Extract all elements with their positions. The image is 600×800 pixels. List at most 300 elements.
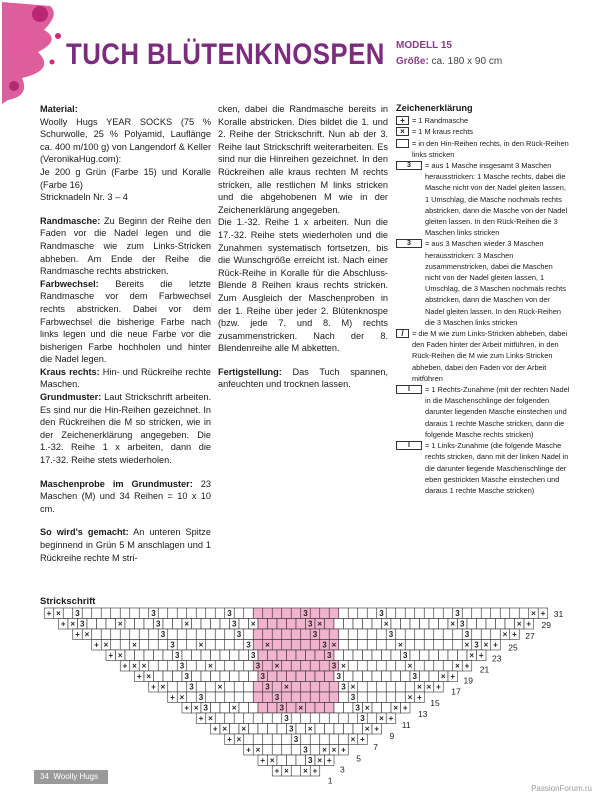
chart-symbol: + [274, 766, 280, 776]
chart-symbol: × [450, 619, 456, 629]
chart-symbol: 3 [236, 630, 242, 640]
chart-cell [101, 629, 111, 640]
chart-symbol: × [284, 766, 289, 776]
chart-cell [467, 619, 477, 630]
legend-item: = in den Hin-Reihen rechts, in den Rück-Reihen links stricken [396, 138, 570, 160]
col2-paragraph-2: Die 1.-32. Reihe 1 x arbeiten. Nun die 17.-32. Reihe stets wiederholen und die Zunahmen systematisch fortsetzen, bis die Wunschgröße erreicht ist. Nach einer Rück-Reihe in Koralle für die Abschluss-Blende 8 Reihen kraus rechts stricken. Zum Ausgleich der Maschenproben in der 1. Reihe über jeder 2. Blütenknospe (bzw. jede 7. und 8. M) rechts zusammenstricken. Nach der 8. Blendenreihe alle M abketten. [218, 217, 388, 354]
chart-symbol: × [393, 703, 399, 713]
chart-cell [358, 682, 368, 693]
chart-cell [334, 703, 344, 714]
chart-cell [310, 734, 320, 745]
row-number-label: 17 [451, 686, 461, 697]
chart-symbol: + [108, 651, 114, 661]
chart-cell [420, 671, 430, 682]
chart-cell [329, 734, 339, 745]
chart-cell [301, 661, 311, 672]
chart-symbol: + [402, 703, 408, 713]
chart-cell [377, 692, 387, 703]
legend-item: Ɩ = 1 Rechts-Zunahme (mit der rechten Nadel in die Maschenschlinge der folgenden darunter liegenden Masche einstechen und daraus 1 rechte Masche stricken, dann die folgende Masche rechts stricken) [396, 384, 570, 440]
chart-cell [111, 640, 121, 651]
row-number-label: 7 [373, 742, 378, 753]
chart-cell [239, 619, 249, 630]
chart-cell [481, 629, 491, 640]
chart-cell [282, 734, 292, 745]
chart-cell [291, 661, 301, 672]
legend-column [396, 103, 570, 496]
chart-symbol: × [322, 745, 327, 755]
legend-item: 3 = aus 1 Masche insgesamt 3 Maschen herausstricken: 1 Masche rechts, dabei die Masche nicht von der Nadel gleiten lassen, 1 Umschlag, die Masche nochmals rechts abstricken, dann die Masche von der Nadel gleiten lassen. In den Rück-Reihen die 3 Maschen links stricken [396, 160, 570, 238]
chart-cell [187, 640, 197, 651]
chart-cell [344, 650, 354, 661]
chart-cell [410, 650, 420, 661]
chart-cell [263, 713, 273, 724]
needles-text: Stricknadeln Nr. 3 – 4 [40, 192, 128, 203]
chart-cell [443, 629, 453, 640]
chart-cell [234, 713, 244, 724]
chart-cell [405, 608, 415, 619]
chart-cell [429, 619, 439, 630]
chart-symbol: + [388, 714, 394, 724]
chart-symbol: 3 [341, 682, 346, 692]
chart-cell [477, 619, 487, 630]
chart-cell [424, 608, 434, 619]
chart-cell [149, 661, 159, 672]
chart-symbol: 3 [203, 703, 208, 713]
chart-symbol: × [117, 651, 123, 661]
chart-cell [244, 692, 254, 703]
chart-symbol: 3 [80, 619, 85, 629]
material-label: Material: [40, 104, 78, 114]
chart-symbol: × [231, 703, 237, 713]
chart-symbol: 3 [160, 630, 166, 640]
chart-cell [372, 619, 382, 630]
chart-cell [358, 608, 368, 619]
chart-cell [339, 713, 349, 724]
chart-symbol: + [151, 682, 156, 692]
chart-cell [358, 661, 368, 672]
chart-cell [500, 608, 510, 619]
chart-cell [139, 640, 149, 651]
chart-cell [301, 734, 311, 745]
chart-cell [244, 608, 254, 619]
three-from-three-icon: 3 [396, 239, 422, 248]
chart-cell [519, 608, 529, 619]
chart-cell [306, 703, 316, 714]
model-number: MODELL 15 [396, 40, 452, 51]
chart-cell [472, 629, 482, 640]
chart-cell [244, 682, 254, 693]
chart-symbol: × [455, 661, 460, 671]
chart-symbol: × [303, 766, 308, 776]
chart-symbol: × [331, 640, 337, 650]
chart-cell [182, 650, 192, 661]
chart-symbol: 3 [460, 619, 465, 629]
chart-symbol: × [146, 672, 152, 682]
chart-cell [101, 608, 111, 619]
chart-cell [135, 650, 145, 661]
chart-symbol: 3 [75, 609, 80, 619]
chart-cell [263, 608, 273, 619]
chart-cell [263, 745, 273, 756]
chart-cell [348, 640, 358, 651]
chart-symbol: 3 [260, 672, 265, 682]
chart-cell [320, 713, 330, 724]
chart-symbol: × [198, 640, 204, 650]
chart-cell [386, 640, 396, 651]
chart-cell [310, 661, 320, 672]
chart-symbol: × [317, 756, 323, 766]
chart-cell [424, 629, 434, 640]
chart-symbol: 3 [350, 693, 356, 703]
chart-cell [334, 650, 344, 661]
row-number-label: 19 [463, 675, 473, 686]
chart-cell [130, 629, 140, 640]
farbwechsel-paragraph: Farbwechsel: Bereits die letzte Randmasche vor dem Farbwechsel rechts abstricken. Dabei vor dem Farbwechsel die bisherige Farbe nach links legen und die neue Farbe vor die bisherigen Farbe hochholen und hinter die Nadel legen. [40, 278, 211, 365]
chart-symbol: 3 [331, 661, 337, 671]
chart-cell [196, 629, 206, 640]
chart-symbol: + [478, 651, 484, 661]
chart-cell [149, 640, 159, 651]
chart-symbol: × [307, 724, 313, 734]
chart-symbol: × [464, 640, 470, 650]
chart-symbol: + [75, 630, 80, 640]
chart-cell [382, 703, 392, 714]
legend-heading: Zeichenerklärung [396, 103, 473, 113]
chart-symbol: × [483, 640, 489, 650]
chart-cell [282, 692, 292, 703]
chart-symbol: + [312, 766, 318, 776]
chart-cell [268, 671, 278, 682]
chart-cell [348, 661, 358, 672]
chart-cell [315, 671, 325, 682]
chart-cell [358, 692, 368, 703]
chart-cell [291, 640, 301, 651]
chart-cell [144, 619, 154, 630]
chart-cell [239, 671, 249, 682]
chart-cell [187, 608, 197, 619]
chart-cell [120, 640, 130, 651]
chart-cell [139, 608, 149, 619]
chart-cell [358, 629, 368, 640]
chart-cell [249, 703, 259, 714]
chart-cell [206, 629, 216, 640]
chart-symbol: × [341, 661, 346, 671]
chart-cell [268, 703, 278, 714]
chart-cell [434, 661, 444, 672]
chart-cell [120, 629, 130, 640]
chart-symbol: 3 [312, 630, 318, 640]
chart-cell [372, 650, 382, 661]
chart-cell [196, 608, 206, 619]
chart-cell [111, 608, 121, 619]
chart-cell [177, 608, 187, 619]
chart-symbol: + [464, 661, 470, 671]
col2-paragraph-1: cken, dabei die Randmasche bereits in Koralle abstricken. Dies bildet die 1. und 2. Reihe der Strickschrift. Nun ab der 3. Reihe laut Strickschrift weiterarbeiten. Es sind nur die Hinreihen gezeichnet. In den Rückreihen alle kraus rechten M rechts stricken, alle restlichen M links stricken und die abgehobenen M wie in der Zeichenerklärung angegeben. [218, 104, 388, 215]
chart-cell [225, 713, 235, 724]
chart-cell [377, 682, 387, 693]
chart-cell [429, 650, 439, 661]
chart-cell [230, 650, 240, 661]
chart-cell [472, 608, 482, 619]
chart-cell [329, 682, 339, 693]
row-number-label: 5 [356, 753, 361, 764]
page-number: 34 [40, 772, 49, 781]
chart-symbol: × [531, 609, 536, 619]
chart-cell [268, 650, 278, 661]
chart-symbol: × [132, 661, 137, 671]
chart-cell [320, 608, 330, 619]
chart-cell [424, 661, 434, 672]
chart-cell [120, 608, 130, 619]
chart-symbol: 3 [198, 693, 204, 703]
chart-cell [386, 661, 396, 672]
chart-cell [277, 650, 287, 661]
chart-cell [320, 734, 330, 745]
chart-cell [505, 619, 515, 630]
chart-cell [272, 734, 282, 745]
chart-cell [196, 682, 206, 693]
chart-cell [339, 608, 349, 619]
chart-cell [396, 682, 406, 693]
chart-cell [348, 713, 358, 724]
chart-cell [372, 671, 382, 682]
chart-cell [353, 650, 363, 661]
chart-cell [344, 703, 354, 714]
chart-cell [287, 703, 297, 714]
row-number-label: 31 [553, 609, 564, 619]
chart-cell [424, 640, 434, 651]
chart-cell [310, 713, 320, 724]
chart-symbol: 3 [279, 703, 284, 713]
chart-symbol: × [184, 619, 190, 629]
chart-cell [486, 619, 496, 630]
chart-cell [420, 650, 430, 661]
chart-cell [234, 692, 244, 703]
chart-cell [253, 682, 263, 693]
chart-cell [339, 734, 349, 745]
chart-symbol: 3 [189, 682, 194, 692]
chart-cell [296, 619, 306, 630]
chart-cell [163, 650, 173, 661]
chart-cell [382, 671, 392, 682]
chart-symbol: 3 [412, 672, 417, 682]
chart-symbol: + [526, 619, 532, 629]
chart-cell [215, 629, 225, 640]
row-number-label: 1 [327, 775, 333, 786]
chart-cell [310, 745, 320, 756]
chart-cell [177, 682, 187, 693]
chart-cell [63, 608, 73, 619]
three-from-one-icon: 3 [396, 161, 422, 170]
chart-symbol: 3 [336, 672, 341, 682]
chart-symbol: + [450, 672, 456, 682]
instructions-column-2 [218, 103, 388, 391]
chart-cell [234, 661, 244, 672]
row-number-label: 3 [340, 764, 345, 775]
chart-symbol: × [56, 609, 61, 619]
chart-cell [405, 640, 415, 651]
chart-cell [201, 671, 211, 682]
chart-symbol: 3 [388, 630, 394, 640]
chart-cell [111, 629, 121, 640]
right-increase-icon: Ɩ [396, 385, 422, 394]
chart-cell [215, 692, 225, 703]
chart-symbol: + [341, 745, 346, 755]
chart-cell [458, 650, 468, 661]
chart-symbol: × [364, 724, 370, 734]
chart-symbol: + [436, 682, 441, 692]
chart-symbol: 3 [289, 724, 294, 734]
chart-symbol: × [217, 682, 223, 692]
chart-cell [329, 629, 339, 640]
legend-item: Ɩ = 1 Links-Zunahme (die folgende Masche rechts stricken, dann mit der linken Nadel in die darunter liegende Maschenschlinge der eben gestrickten Masche einstechen und daraus 1 rechte Masche stricken) [396, 440, 570, 496]
chart-symbol: × [241, 724, 247, 734]
chart-symbol: × [317, 619, 323, 629]
chart-cell [367, 629, 377, 640]
chart-cell [291, 766, 301, 777]
chart-cell [291, 608, 301, 619]
chart-cell [168, 661, 178, 672]
chart-cell [192, 619, 202, 630]
chart-cell [206, 692, 216, 703]
so-wirds-gemacht-paragraph: So wird's gemacht: An unteren Spitze beginnend in Grün 5 M anschlagen und 1 Rückreihe rechte M stri- [40, 527, 211, 563]
chart-symbol: 3 [360, 714, 365, 724]
chart-cell [253, 640, 263, 651]
chart-cell [263, 629, 273, 640]
chart-cell [258, 724, 268, 735]
chart-cell [125, 650, 135, 661]
chart-cell [253, 713, 263, 724]
chart-cell [391, 650, 401, 661]
chart-symbol: × [208, 714, 213, 724]
chart-symbol: 3 [265, 682, 270, 692]
chart-cell [144, 650, 154, 661]
chart-cell [220, 703, 230, 714]
chart-cell [244, 629, 254, 640]
chart-cell [106, 619, 116, 630]
chart-symbol: × [103, 640, 109, 650]
chart-cell [234, 682, 244, 693]
chart-cell [230, 671, 240, 682]
chart-cell [196, 661, 206, 672]
chart-cell [325, 724, 335, 735]
row-number-label: 11 [401, 720, 411, 730]
chart-symbol: × [398, 640, 403, 650]
row-number-label: 29 [541, 620, 551, 631]
chart-cell [329, 608, 339, 619]
chart-cell [434, 629, 444, 640]
chart-cell [363, 650, 373, 661]
chart-cell [334, 619, 344, 630]
chart-cell [125, 619, 135, 630]
chart-cell [163, 619, 173, 630]
chart-cell [272, 713, 282, 724]
chart-symbol: 3 [156, 619, 161, 629]
chart-cell [187, 661, 197, 672]
chart-cell [401, 619, 411, 630]
chart-cell [230, 724, 240, 735]
chart-cell [163, 671, 173, 682]
chart-cell [82, 608, 92, 619]
chart-cell [401, 671, 411, 682]
chart-cell [443, 661, 453, 672]
chart-cell [277, 619, 287, 630]
chart-cell [301, 682, 311, 693]
chart-symbol: + [227, 735, 232, 745]
chart-cell [168, 608, 178, 619]
chart-cell [225, 682, 235, 693]
chart-cell [386, 608, 396, 619]
chart-cell [320, 682, 330, 693]
chart-cell [339, 640, 349, 651]
chart-cell [258, 703, 268, 714]
page-title: TUCH BLÜTENKNOSPEN [66, 38, 385, 71]
chart-symbol: × [160, 682, 166, 692]
chart-symbol: × [350, 735, 356, 745]
chart-cell [310, 640, 320, 651]
chart-cell [410, 619, 420, 630]
chart-cell [453, 640, 463, 651]
chart-cell [353, 671, 363, 682]
chart-symbol: × [350, 682, 356, 692]
chart-symbol: + [374, 724, 380, 734]
chart-cell [358, 640, 368, 651]
chart-cell [211, 619, 221, 630]
empty-square-icon [396, 139, 409, 148]
chart-cell [187, 629, 197, 640]
chart-cell [130, 608, 140, 619]
chart-symbol: 3 [184, 672, 189, 682]
chart-symbol: × [70, 619, 76, 629]
chart-cell [301, 640, 311, 651]
chart-cell [258, 650, 268, 661]
chart-cell [272, 640, 282, 651]
chart-cell [334, 724, 344, 735]
chart-cell [234, 608, 244, 619]
chart-symbol: 3 [284, 714, 289, 724]
chart-symbol: 3 [232, 619, 237, 629]
chart-cell [220, 671, 230, 682]
chart-label: Strickschrift [40, 596, 96, 607]
chart-symbol: + [493, 640, 498, 650]
chart-cell [353, 724, 363, 735]
chart-symbol: + [540, 609, 546, 619]
chart-cell [329, 692, 339, 703]
chart-symbol: × [284, 682, 289, 692]
chart-symbol: 3 [246, 640, 251, 650]
kraus-paragraph: Kraus rechts: Hin- und Rückreihe rechte Maschen. [40, 366, 212, 390]
chart-cell [277, 755, 287, 766]
chart-cell [258, 619, 268, 630]
chart-cell [282, 608, 292, 619]
size-info [396, 56, 502, 67]
chart-cell [320, 692, 330, 703]
chart-symbol: × [236, 735, 242, 745]
chart-symbol: × [265, 640, 270, 650]
chart-cell [496, 619, 506, 630]
grundmuster-paragraph: Grundmuster: Laut Strickschrift arbeiten. Es sind nur die Hin-Reihen gezeichnet. In den Rückreihen die M so stricken, wie in der Zeichenerklärung angegeben. Die 1.-32. Reihe 1 x arbeiten, dann die 17.-32. Reihe stets wiederholen. [40, 392, 211, 466]
chart-cell [344, 671, 354, 682]
chart-cell [272, 682, 282, 693]
chart-cell [391, 619, 401, 630]
material-amount: Je 200 g Grün (Farbe 15) und Koralle (Farbe 16) [40, 166, 211, 190]
chart-symbol: × [407, 693, 413, 703]
chart-cell [310, 682, 320, 693]
chart-cell [225, 629, 235, 640]
chart-cell [348, 608, 358, 619]
chart-symbol: × [426, 682, 432, 692]
chart-cell [277, 724, 287, 735]
